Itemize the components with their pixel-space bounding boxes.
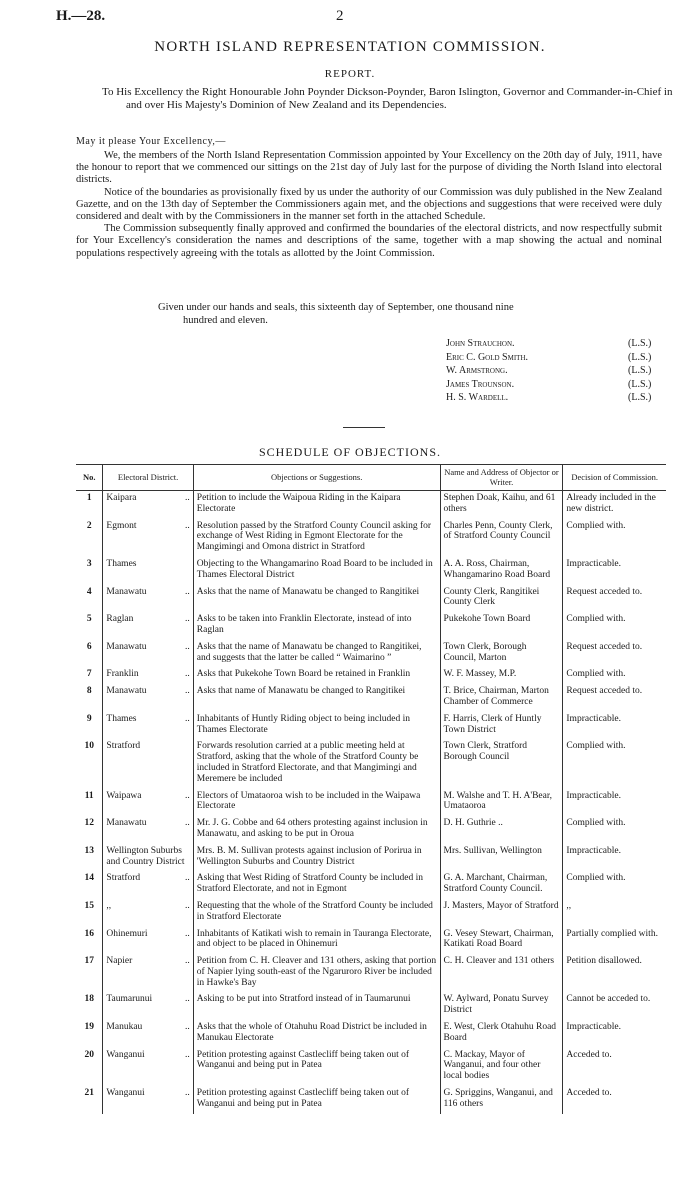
column-header-district: Electoral District. <box>103 465 193 491</box>
table-body <box>76 491 666 1114</box>
row-objection: Objecting to the Whangamarino Road Board to be included in Thames Electoral District <box>193 557 440 585</box>
row-objector: Stephen Doak, Kaihu, and 61 others <box>440 491 563 519</box>
given-clause <box>158 301 658 327</box>
row-objector: Town Clerk, Borough Council, Marton <box>440 640 563 668</box>
table-row <box>76 612 666 640</box>
row-district-cell <box>103 816 193 844</box>
table-row <box>76 491 666 519</box>
table-row <box>76 557 666 585</box>
given-line: hundred and eleven. <box>183 315 268 326</box>
row-objection: Asking that West Riding of Stratford County be included in Stratford Electorate, and not in Egmont <box>193 871 440 899</box>
row-district-cell <box>103 557 193 585</box>
row-district: Manukau <box>106 1022 143 1033</box>
row-district: Kaipara <box>106 493 137 503</box>
row-objection: Asks that the whole of Otahuhu Road District be included in Manukau Electorate <box>193 1020 440 1048</box>
row-number: 15 <box>84 900 94 911</box>
row-objection: Asks that the name of Manawatu be changed to Rangitikei <box>193 585 440 613</box>
row-decision: Already included in the new district. <box>563 491 666 519</box>
row-objector: J. Masters, Mayor of Stratford <box>440 899 563 927</box>
row-district-cell <box>103 684 193 712</box>
row-number: 17 <box>84 956 94 967</box>
row-number: 4 <box>86 586 92 597</box>
signatory <box>446 337 666 351</box>
row-dots: .. <box>185 994 190 1005</box>
row-objector: G. Vesey Stewart, Chairman, Katikati Road Board <box>440 927 563 955</box>
row-district: Manawatu <box>106 586 147 597</box>
table-row <box>76 1086 666 1114</box>
body-paragraph: We, the members of the North Island Representation Commission appointed by Your Excellency on the 20th day of July, 1911, have the honour to report that we commenced our sittings on the 21st day of July last for the purpose of dividing the North Island into electoral districts. <box>76 150 662 186</box>
table-row <box>76 816 666 844</box>
row-district: Thames <box>106 713 137 724</box>
row-decision: Complied with. <box>563 612 666 640</box>
row-dots: .. <box>185 873 190 884</box>
document-reference: H.—28. <box>56 8 106 24</box>
row-number: 8 <box>86 686 92 697</box>
table-row <box>76 927 666 955</box>
row-district-cell <box>103 992 193 1020</box>
row-dots <box>188 846 190 868</box>
row-number: 10 <box>84 741 94 752</box>
row-district: Franklin <box>106 669 139 680</box>
row-district-cell <box>103 954 193 992</box>
row-dots <box>188 741 190 752</box>
row-decision: Complied with. <box>563 667 666 684</box>
row-objection: Electors of Umataoroa wish to be included in the Waipawa Electorate <box>193 789 440 817</box>
row-district: Manawatu <box>106 686 147 697</box>
row-objector: M. Walshe and T. H. A'Bear, Umataoroa <box>440 789 563 817</box>
row-dots: .. <box>185 669 190 680</box>
signatory-name: John Strauchon. <box>446 338 515 349</box>
row-objector: Town Clerk, Stratford Borough Council <box>440 739 563 788</box>
row-decision: Acceded to. <box>563 1086 666 1114</box>
row-decision: Complied with. <box>563 816 666 844</box>
row-district: Wanganui <box>106 1088 145 1099</box>
row-number: 13 <box>84 845 94 856</box>
signatory <box>446 378 666 392</box>
row-objection: Petition to include the Waipoua Riding in the Kaipara Electorate <box>193 491 440 519</box>
row-objector: G. A. Marchant, Chairman, Stratford County Council. <box>440 871 563 899</box>
column-header-objector: Name and Address of Objector or Writer. <box>440 465 563 491</box>
row-number: 1 <box>86 493 92 503</box>
row-decision: Request acceded to. <box>563 585 666 613</box>
table-row <box>76 954 666 992</box>
table-row <box>76 899 666 927</box>
row-objection: Petition protesting against Castlecliff being taken out of Wanganui and being put in Patea <box>193 1086 440 1114</box>
row-number: 11 <box>84 790 94 801</box>
table-row <box>76 1048 666 1086</box>
row-objector: Charles Penn, County Clerk, of Stratford County Council <box>440 519 563 557</box>
row-objector: T. Brice, Chairman, Marton Chamber of Commerce <box>440 684 563 712</box>
row-district-cell <box>103 640 193 668</box>
row-district-cell <box>103 612 193 640</box>
row-decision: Complied with. <box>563 519 666 557</box>
row-number: 2 <box>86 520 92 531</box>
signatory-name: H. S. Wardell. <box>446 392 509 404</box>
report-body <box>76 150 662 260</box>
row-district: Taumarunui <box>106 994 153 1005</box>
row-dots: .. <box>185 520 190 531</box>
table-header-row <box>76 465 666 491</box>
row-objector: W. Aylward, Ponatu Survey District <box>440 992 563 1020</box>
row-dots: .. <box>185 713 190 724</box>
row-decision: Complied with. <box>563 739 666 788</box>
row-objector: G. Spriggins, Wanganui, and 116 others <box>440 1086 563 1114</box>
row-district-cell <box>103 1048 193 1086</box>
table-row <box>76 712 666 740</box>
row-dots: .. <box>185 493 190 503</box>
row-decision: Cannot be acceded to. <box>563 992 666 1020</box>
row-dots: .. <box>185 900 190 911</box>
row-objector: Pukekohe Town Board <box>440 612 563 640</box>
seal-mark: (L.S.) <box>628 338 652 349</box>
row-dots: .. <box>185 790 190 801</box>
row-district: Egmont <box>106 520 137 531</box>
row-district-cell <box>103 1086 193 1114</box>
row-district-cell <box>103 871 193 899</box>
table-row <box>76 1020 666 1048</box>
row-dots: .. <box>185 1049 190 1060</box>
row-objection: Resolution passed by the Stratford County Council asking for exchange of West Riding in Egmont Electorate for the Mangimingi and Omona district in Stratford <box>193 519 440 557</box>
table-row <box>76 640 666 668</box>
row-decision: ,, <box>563 899 666 927</box>
row-dots: .. <box>185 1088 190 1099</box>
row-objection: Asks that the name of Manawatu be changed to Rangitikei, and suggests that the latter be called “ Waimarino ” <box>193 640 440 668</box>
row-district: ,, <box>106 900 112 911</box>
table-row <box>76 871 666 899</box>
row-decision: Impracticable. <box>563 557 666 585</box>
table-row <box>76 992 666 1020</box>
row-objection: Requesting that the whole of the Stratford County be included in Stratford Electorate <box>193 899 440 927</box>
seal-mark: (L.S.) <box>628 378 652 390</box>
row-district-cell <box>103 712 193 740</box>
row-dots: .. <box>185 614 190 625</box>
row-decision: Petition disallowed. <box>563 954 666 992</box>
row-district: Wellington Suburbs and Country District <box>106 845 185 867</box>
row-decision: Impracticable. <box>563 789 666 817</box>
column-header-objection: Objections or Suggestions. <box>193 465 440 491</box>
row-number: 21 <box>84 1088 94 1099</box>
row-objection: Inhabitants of Huntly Riding object to being included in Thames Electorate <box>193 712 440 740</box>
row-number: 20 <box>84 1049 94 1060</box>
row-objection: Asks that Pukekohe Town Board be retained in Franklin <box>193 667 440 684</box>
row-number: 18 <box>84 994 94 1005</box>
row-dots <box>188 559 190 570</box>
row-number: 16 <box>84 928 94 939</box>
row-number: 5 <box>86 614 92 625</box>
table-row <box>76 844 666 872</box>
row-district-cell <box>103 844 193 872</box>
table-row <box>76 739 666 788</box>
row-dots: .. <box>185 641 190 652</box>
row-dots: .. <box>185 586 190 597</box>
table-row <box>76 519 666 557</box>
row-dots: .. <box>185 928 190 939</box>
row-district: Waipawa <box>106 790 142 801</box>
row-district-cell <box>103 1020 193 1048</box>
salutation: May it please Your Excellency,— <box>76 136 226 147</box>
row-district: Manawatu <box>106 641 147 652</box>
row-number: 6 <box>86 641 92 652</box>
report-heading: REPORT. <box>324 68 376 80</box>
row-decision: Acceded to. <box>563 1048 666 1086</box>
body-paragraph: The Commission subsequently finally approved and confirmed the boundaries of the electoral districts, and now respectfully submit for Your Excellency's consideration the names and descriptions of the same, together with a map showing the actual and nominal populations respectively agreeing with the totals as allotted by the Joint Commission. <box>76 223 662 259</box>
row-number: 14 <box>84 873 94 884</box>
row-decision: Request acceded to. <box>563 640 666 668</box>
row-decision: Complied with. <box>563 871 666 899</box>
row-objector: County Clerk, Rangitikei County Clerk <box>440 585 563 613</box>
document-title: NORTH ISLAND REPRESENTATION COMMISSION. <box>154 39 546 55</box>
table-row <box>76 667 666 684</box>
row-dots: .. <box>185 686 190 697</box>
signatory-name: Eric C. Gold Smith. <box>446 351 529 363</box>
row-district-cell <box>103 585 193 613</box>
row-objection: Petition protesting against Castlecliff being taken out of Wanganui and being put in Patea <box>193 1048 440 1086</box>
row-dots: .. <box>185 818 190 829</box>
row-number: 7 <box>86 669 92 680</box>
row-dots: .. <box>185 1022 190 1033</box>
row-objection: Forwards resolution carried at a public meeting held at Stratford, asking that the whole of the Stratford County be included in Stratford Electorate, and that Mangimingi and Meremere be included <box>193 739 440 788</box>
table-row <box>76 789 666 817</box>
row-district-cell <box>103 899 193 927</box>
given-line: Given under our hands and seals, this sixteenth day of September, one thousand nine <box>158 302 514 313</box>
row-district-cell <box>103 491 193 519</box>
row-decision: Partially complied with. <box>563 927 666 955</box>
row-objector: C. Mackay, Mayor of Wanganui, and four other local bodies <box>440 1048 563 1086</box>
row-objector: D. H. Guthrie .. <box>440 816 563 844</box>
row-district: Raglan <box>106 614 134 625</box>
row-decision: Request acceded to. <box>563 684 666 712</box>
body-paragraph: Notice of the boundaries as provisionally fixed by us under the authority of our Commission was duly published in the New Zealand Gazette, and on the 13th day of September the Commissioners again met, and the objections and suggestions that were received were duly considered and dealt with by the Commissioners in the manner set forth in the attached Schedule. <box>76 186 662 223</box>
row-objection: Petition from C. H. Cleaver and 131 others, asking that portion of Napier lying south-east of the Ngaruroro River be included in Hawke's Bay <box>193 954 440 992</box>
row-objection: Asks to be taken into Franklin Electorate, instead of into Raglan <box>193 612 440 640</box>
row-decision: Impracticable. <box>563 844 666 872</box>
seal-mark: (L.S.) <box>628 365 652 377</box>
row-district-cell <box>103 739 193 788</box>
row-decision: Impracticable. <box>563 1020 666 1048</box>
row-objection: Mr. J. G. Cobbe and 64 others protesting against inclusion in Manawatu, and asking to be put in Oroua <box>193 816 440 844</box>
row-district: Stratford <box>106 873 141 884</box>
page-number: 2 <box>336 8 344 24</box>
row-district-cell <box>103 927 193 955</box>
row-number: 9 <box>86 713 92 724</box>
row-number: 19 <box>84 1022 94 1033</box>
row-objection: Asking to be put into Stratford instead of in Taumarunui <box>193 992 440 1020</box>
signatory <box>446 351 666 365</box>
row-objector: F. Harris, Clerk of Huntly Town District <box>440 712 563 740</box>
row-objection: Asks that name of Manawatu be changed to Rangitikei <box>193 684 440 712</box>
row-district: Wanganui <box>106 1049 145 1060</box>
row-district: Napier <box>106 956 133 967</box>
row-objector: C. H. Cleaver and 131 others <box>440 954 563 992</box>
row-objector: W. F. Massey, M.P. <box>440 667 563 684</box>
schedule-title: SCHEDULE OF OBJECTIONS. <box>258 445 441 459</box>
row-district-cell <box>103 519 193 557</box>
row-dots: .. <box>185 956 190 967</box>
row-decision: Impracticable. <box>563 712 666 740</box>
row-number: 3 <box>86 558 92 569</box>
objections-table <box>76 464 666 1114</box>
signatory <box>446 391 666 405</box>
row-objector: E. West, Clerk Otahuhu Road Board <box>440 1020 563 1048</box>
row-number: 12 <box>84 818 94 829</box>
row-district-cell <box>103 789 193 817</box>
column-header-decision: Decision of Commission. <box>563 465 666 491</box>
signatory-name: James Trounson. <box>446 378 515 390</box>
signatory <box>446 364 666 378</box>
section-divider <box>343 427 385 428</box>
row-district: Manawatu <box>106 818 147 829</box>
column-header-no: No. <box>76 465 103 491</box>
row-objection: Inhabitants of Katikati wish to remain in Tauranga Electorate, and object to be placed in Ohinemuri <box>193 927 440 955</box>
table-row <box>76 585 666 613</box>
row-district-cell <box>103 667 193 684</box>
row-objector: Mrs. Sullivan, Wellington <box>440 844 563 872</box>
address-paragraph: To His Excellency the Right Honourable John Poynder Dickson-Poynder, Baron Islington, Governor and Commander-in-Chief in and over His Majesty's Dominion of New Zealand and its Dependencies. <box>102 86 673 111</box>
row-objection: Mrs. B. M. Sullivan protests against inclusion of Porirua in 'Wellington Suburbs and Country District <box>193 844 440 872</box>
signatory-name: W. Armstrong. <box>446 365 508 377</box>
seal-mark: (L.S.) <box>628 392 652 404</box>
row-objector: A. A. Ross, Chairman, Whangamarino Road Board <box>440 557 563 585</box>
row-district: Thames <box>106 558 137 569</box>
table-row <box>76 684 666 712</box>
seal-mark: (L.S.) <box>628 351 652 363</box>
row-district: Stratford <box>106 741 141 752</box>
signatory-list <box>446 337 666 405</box>
row-district: Ohinemuri <box>106 928 148 939</box>
